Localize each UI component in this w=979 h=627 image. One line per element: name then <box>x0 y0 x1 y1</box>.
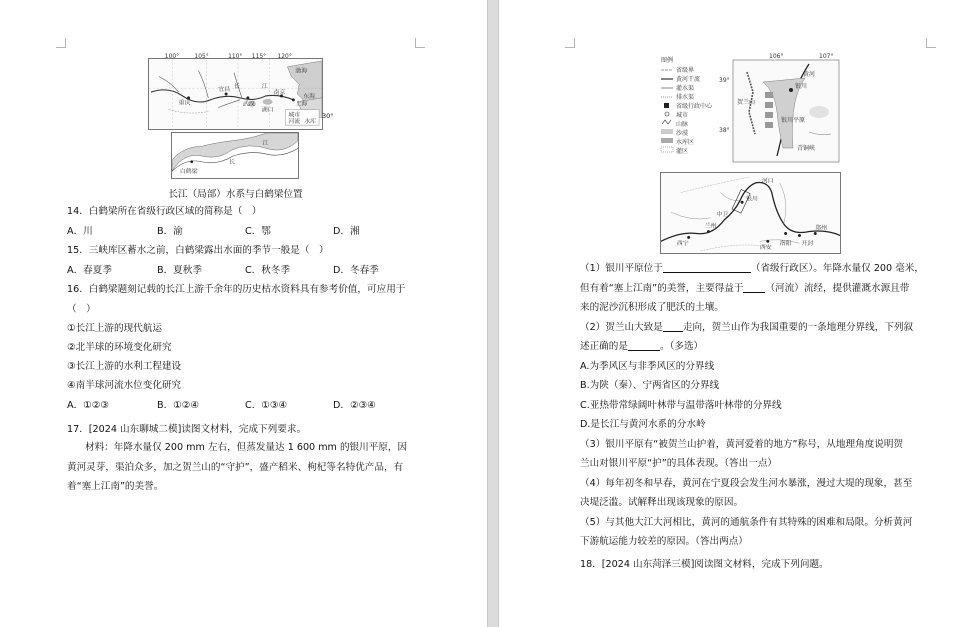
question-2-text: 。（多选） <box>659 341 704 352</box>
map-legend-item: 河流 <box>288 119 301 126</box>
question-5-text: （5）与其他大江大河相比，黄河的通航条件有其特殊的困难和局限。分析黄河 <box>580 517 913 528</box>
legend-item: 黄河干流 <box>676 76 701 83</box>
option-c: C．秋冬季 <box>245 265 291 276</box>
map-place-label: 贺兰山 <box>737 99 756 106</box>
question-15-stem: 15．三峡库区蓄水之前，白鹤梁露出水面的季节一般是（ ） <box>67 245 329 256</box>
question-16-item: ①长江上游的现代航运 <box>67 323 162 334</box>
map-place-label: 长 <box>234 84 240 91</box>
legend-item: 省级界 <box>676 67 695 74</box>
map-place-label: 银川 <box>746 196 758 203</box>
question-1-text: （1）银川平原位于 <box>580 263 663 274</box>
map-place-label: 洛阳 <box>779 241 792 248</box>
question-2-option: D.是长江与黄河水系的分水岭 <box>580 419 706 430</box>
map-place-label: 银川平原 <box>781 117 806 124</box>
question-4-text: 决堤泛滥。试解释出现该现象的原因。 <box>580 497 744 508</box>
legend-item: 水库区 <box>676 139 695 146</box>
map-place-label: 湖口 <box>261 107 274 114</box>
question-2-line <box>580 321 913 334</box>
yangtze-map <box>148 54 323 130</box>
map-place-label: 上海 <box>295 101 308 108</box>
map-place-label: 兰州 <box>704 223 717 230</box>
map-place-label: 青铜峡 <box>797 145 816 152</box>
option-a: A．①②③ <box>67 400 109 411</box>
yinchuan-plain-map <box>659 52 841 164</box>
map-place-label: 西安 <box>759 245 772 252</box>
question-2-option: A.为季风区与非季风区的分界线 <box>580 361 715 372</box>
legend-item: 排水渠 <box>676 94 695 101</box>
map-legend-item: 水库 <box>304 119 317 126</box>
question-3-text: 兰山对银川平原“护”的具体表现。（答出一点） <box>580 458 778 469</box>
map-place-label: 渤海 <box>295 68 308 75</box>
question-4-text: （4）每年初冬和早春，黄河在宁夏段会发生河水暴涨，漫过大堤的现象，甚至 <box>580 478 913 489</box>
option-c: C．鄂 <box>245 226 271 237</box>
map-place-label: 河口 <box>761 178 774 185</box>
map-place-label: 西宁 <box>676 241 689 248</box>
option-a: A．川 <box>67 226 93 237</box>
question-3-text: （3）银川平原有“被贺兰山护着，黄河爱着的地方”称号，从地理角度说明贺 <box>580 439 904 450</box>
lon-label: 107° <box>819 53 834 60</box>
map-place-label: 武汉 <box>242 101 255 108</box>
page-gap <box>487 0 499 627</box>
question-16-stem: 16．白鹤梁题刻记载的长江上游千余年的历史枯水资料具有参考价值，可应用于（ ） <box>67 284 406 315</box>
lon-label: 106° <box>769 53 784 60</box>
yellow-river-map <box>660 172 841 254</box>
lon-label: 115° <box>251 54 267 61</box>
lon-label: 105° <box>194 54 209 61</box>
option-b: B．渝 <box>157 226 183 237</box>
question-1-text: （河流）流经，提供灌溉水源且带 <box>765 283 910 294</box>
baiheliang-inset-map <box>171 132 299 179</box>
legend-item: 城市 <box>676 112 689 119</box>
question-2-text: 述正确的是 <box>580 341 628 352</box>
page-corner-mark <box>926 38 936 48</box>
map-place-label: 银川 <box>795 83 808 90</box>
map-place-label: 黄河 <box>803 71 816 78</box>
legend-item: 灌水渠 <box>676 85 695 92</box>
question-17-stem: 17．[2024 山东聊城二模]读图文材料，完成下列要求。 <box>67 424 307 435</box>
question-18-stem: 18．[2024 山东菏泽三模]阅读图文材料，完成下列问题。 <box>580 559 829 570</box>
lat-label: 30° <box>322 112 334 120</box>
question-2-option: C.亚热带常绿阔叶林带与温带落叶林带的分界线 <box>580 400 782 411</box>
figure-caption: 长江（局部）水系与白鹤梁位置 <box>168 189 303 200</box>
map-place-label: 郑州 <box>815 225 828 232</box>
legend-title: 图例 <box>661 57 674 64</box>
lon-label: 120° <box>277 54 292 61</box>
map-place-label: 长 <box>229 159 235 166</box>
map-place-label: 重庆 <box>178 100 191 107</box>
map-place-label: 白鹤梁 <box>179 169 198 176</box>
question-17-material: 材料：年降水量仅 200 mm 左右，但蒸发量达 1 600 mm 的银川平原，因黄河灵芽，渠泊众多，加之贺兰山的“守护”，盛产稻米、枸杞等名特优产品，有着“塞上江南”的美誉。 <box>67 442 408 492</box>
lon-label: 110° <box>228 54 243 61</box>
map-place-label: 宜昌 <box>218 87 231 94</box>
question-14-stem: 14．白鹤梁所在省级行政区域的简称是（ ） <box>67 206 262 217</box>
lon-label: 100° <box>164 54 180 61</box>
document-page-left <box>0 0 487 627</box>
map-place-label: 东海 <box>303 93 316 100</box>
option-a: A．春夏季 <box>67 265 112 276</box>
option-d: D．冬春季 <box>333 265 379 276</box>
answer-blank[interactable] <box>663 263 751 273</box>
question-16-item: ②北半球的环境变化研究 <box>67 342 172 353</box>
answer-blank[interactable] <box>628 341 660 351</box>
legend-item: 灌区 <box>676 148 689 155</box>
question-2-option: B.为陕（秦）、宁两省区的分界线 <box>580 380 720 391</box>
question-16-item: ③长江上游的水利工程建设 <box>67 361 182 372</box>
map-place-label: 南京 <box>273 90 286 96</box>
question-1-text: 但有着“塞上江南”的美誉，主要得益于 <box>580 283 744 294</box>
map-place-label: 开封 <box>801 241 814 248</box>
answer-blank[interactable] <box>663 322 683 332</box>
question-1-line <box>580 282 909 295</box>
option-b: B．夏秋季 <box>157 265 202 276</box>
question-16-item: ④南半球河流水位变化研究 <box>67 380 182 391</box>
lat-label: 39° <box>719 77 730 84</box>
question-5-text: 下游航运能力较差的原因。（答出两点） <box>580 536 748 547</box>
question-2-line <box>580 340 703 353</box>
page-corner-mark <box>565 38 575 48</box>
legend-item: 省级行政中心 <box>676 103 713 110</box>
option-d: D．湘 <box>333 226 360 237</box>
map-place-label: 江 <box>262 140 269 147</box>
question-1-line <box>580 262 924 275</box>
map-place-label: 中卫 <box>716 211 729 218</box>
page-corner-mark <box>56 38 66 48</box>
legend-item: 沙漠 <box>676 130 689 137</box>
answer-blank[interactable] <box>743 283 765 293</box>
map-place-label: 江 <box>261 84 268 91</box>
question-2-text: （2）贺兰山大致是 <box>580 322 663 333</box>
option-c: C．①③④ <box>245 400 288 411</box>
question-1-text: （省级行政区）。年降水量仅 200 毫米， <box>750 263 924 274</box>
question-2-text: 走向，贺兰山作为我国重要的一条地理分界线，下列叙 <box>682 322 914 333</box>
page-corner-mark <box>415 38 425 48</box>
option-b: B．①②④ <box>157 400 199 411</box>
legend-item: 山脉 <box>676 121 689 128</box>
map-legend-item: 城市 <box>288 112 301 119</box>
option-d: D．②③④ <box>333 400 376 411</box>
document-page-right <box>499 0 979 627</box>
lat-label: 38° <box>719 127 730 134</box>
question-1-text: 来的泥沙沉积形成了肥沃的土壤。 <box>580 302 724 313</box>
